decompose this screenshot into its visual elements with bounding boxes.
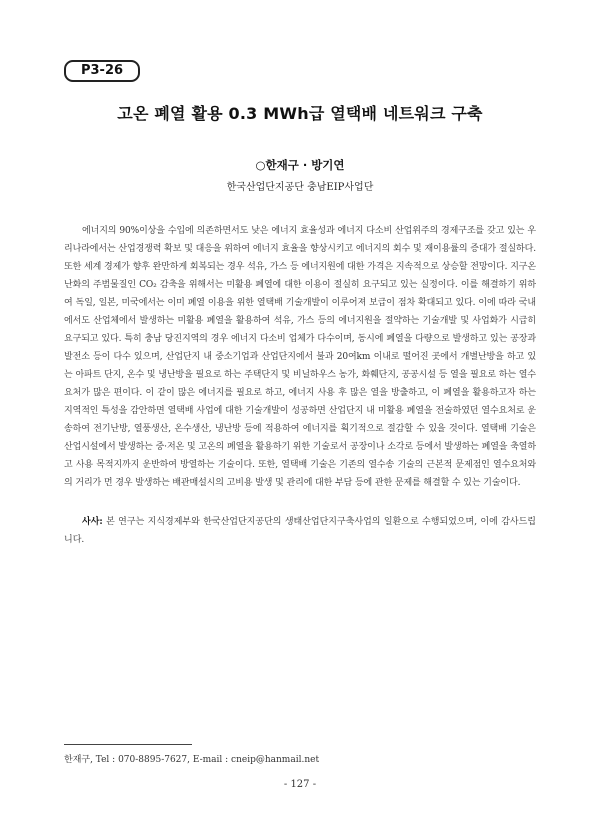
footnote-divider (64, 744, 192, 745)
corresponding-author-footnote: 한재구, Tel : 070-8895-7627, E-mail : cneip@hanmail.net (64, 755, 320, 765)
session-code-badge: P3-26 (64, 60, 140, 82)
acknowledgement-label: 사사: (82, 517, 103, 527)
acknowledgement-text: 본 연구는 지식경제부와 한국산업단지공단의 생태산업단지구축사업의 일환으로 수행되었으며, 이에 감사드립니다. (64, 517, 536, 545)
paper-title: 고온 폐열 활용 0.3 MWh급 열택배 네트워크 구축 (117, 104, 483, 123)
affiliation: 한국산업단지공단 충남EIP사업단 (226, 182, 374, 193)
abstract-text: 에너지의 90%이상을 수입에 의존하면서도 낮은 에너지 효율성과 에너지 다소비 산업위주의 경제구조를 갖고 있는 우리나라에서는 산업경쟁력 확보 및 대응을 위하여 에너지 효율을 향상시키고 에너지의 회수 및 재이용률의 증대가 절실하다. 또한 세계 경제가 향후 완만하게 회복되는 경우 석유, 가스 등 에너지원에 대한 가격은 지속적으로 상승할 전망이다. 지구온난화의 주범물질인 CO₂ 감축을 위해서는 미활용 폐열에 대한 이용이 절실히 요구되고 있는 실정이다. 이를 해결하기 위하여 독일, 일본, 미국에서는 이미 폐열 이용을 위한 열택배 기술개발이 이루어져 보급이 점차 확대되고 있다. 이에 따라 국내에서도 산업체에서 발생하는 미활용 폐열을 활용하여 석유, 가스 등의 에너지원을 절약하는 기술개발 및 사업화가 시급히 요구되고 있다. 특히 충남 당진지역의 경우 에너지 다소비 업체가 다수이며, 동시에 폐열을 다량으로 발생하고 있는 공장과 발전소 등이 다수 있으며, 산업단지 내 중소기업과 산업단지에서 불과 20여km 이내로 떨어진 곳에서 개별난방을 하고 있는 아파트 단지, 온수 및 냉난방을 필요로 하는 주택단지 및 비닐하우스 농가, 화훼단지, 공공시설 등 열을 필요로 하는 열수요처가 많은 편이다. 이 같이 많은 에너지를 필요로 하고, 에너지 사용 후 많은 열을 방출하고, 이 폐열을 활용하고자 하는 지역적인 특성을 감안하면 열택배 사업에 대한 기술개발이 성공하면 산업단지 내 미활용 폐열을 전술하였던 열수요처로 운송하여 전기난방, 열풍생산, 온수생산, 냉난방 등에 적용하여 에너지를 획기적으로 절감할 수 있을 것이다. 열택배 기술은 산업시설에서 발생하는 중·저온 및 고온의 폐열을 활용하기 위한 기술로서 공장이나 소각로 등에서 발생하는 폐열을 축열하고 사용 목적지까지 운반하여 방열하는 기술이다. 또한, 열택배 기술은 기존의 열수송 기술의 근본적 문제점인 열수요처와의 거리가 먼 경우 발생하는 배관매설시의 고비용 발생 및 관리에 대한 부담 등에 관한 문제를 해결할 수 있는 기술이다. (64, 226, 536, 488)
author-list: ○한재구 · 방기연 (255, 158, 345, 172)
acknowledgement (64, 513, 536, 549)
page-number: - 127 - (283, 779, 317, 790)
